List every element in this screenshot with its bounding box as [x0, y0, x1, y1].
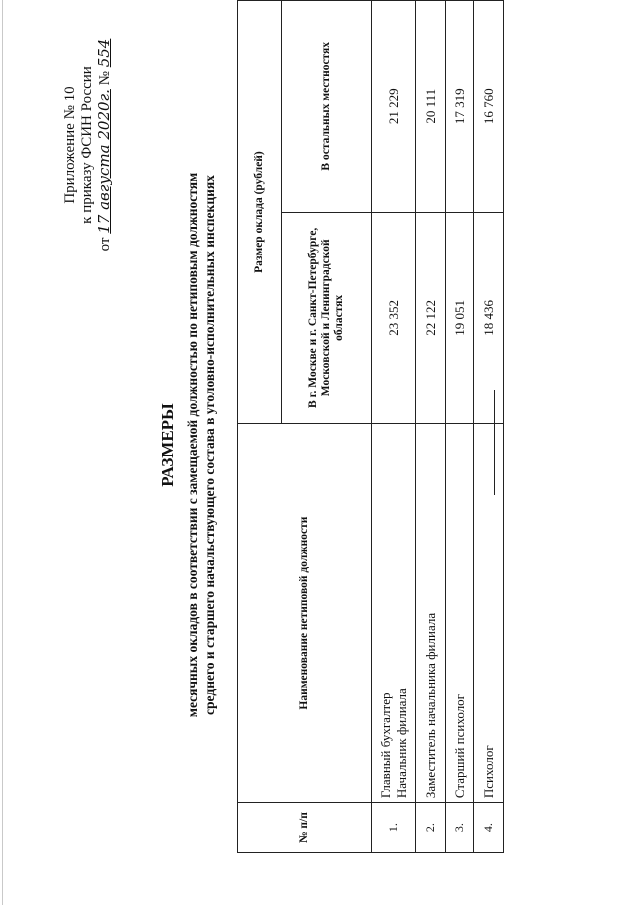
header-moscow: В г. Москве и г. Санкт-Петербурге, Московской и Ленинградской областях: [282, 212, 372, 424]
position-name: Психолог: [474, 424, 504, 803]
row-number: 3.: [446, 803, 474, 853]
appendix-date-line: [96, 35, 114, 255]
salary-moscow: 18 436: [474, 212, 504, 424]
table-row: [474, 1, 504, 853]
from-label: от: [97, 237, 113, 252]
subtitle-line-1: месячных окладов в соответствии с замещаемой должностью по нетиповым должностям: [185, 172, 200, 718]
header-name: Наименование нетиповой должности: [238, 424, 372, 803]
salary-other: 16 760: [474, 1, 504, 213]
table-row: [446, 1, 474, 853]
salary-other: 17 319: [446, 1, 474, 213]
document-subtitle: [184, 135, 218, 755]
row-number: 4.: [474, 803, 504, 853]
header-other: В остальных местностях: [282, 1, 372, 213]
position-name: [372, 424, 416, 803]
salary-other: 21 229: [372, 1, 416, 213]
table-header-row: [238, 1, 282, 853]
salary-other: 20 111: [416, 1, 446, 213]
table-row: [372, 1, 416, 853]
end-of-document-line: [494, 390, 495, 495]
number-label: №: [97, 71, 113, 86]
subtitle-line-2: среднего и старшего начальствующего состава в уголовно-исполнительных инспекциях: [202, 175, 217, 715]
salary-moscow: 22 122: [416, 212, 446, 424]
handwritten-number: 554: [95, 38, 113, 68]
salary-moscow: 19 051: [446, 212, 474, 424]
appendix-number: Приложение № 10: [62, 86, 78, 204]
table-row: [416, 1, 446, 853]
position-name: Старший психолог: [446, 424, 474, 803]
document-title: РАЗМЕРЫ: [158, 403, 177, 487]
header-salary-group: Размер оклада (рублей): [238, 1, 282, 424]
position-name-line-1: Главный бухгалтер: [377, 692, 393, 799]
salary-table: [237, 0, 504, 853]
appendix-header: [62, 35, 114, 255]
row-number: 2.: [416, 803, 446, 853]
row-number: 1.: [372, 803, 416, 853]
header-num: № п/п: [238, 803, 372, 853]
handwritten-date: 17 августа 2020г.: [95, 89, 113, 234]
appendix-order-ref: к приказу ФСИН России: [79, 66, 95, 224]
position-name: Заместитель начальника филиала: [416, 424, 446, 803]
position-name-line-2: Начальник филиала: [393, 688, 409, 799]
salary-moscow: 23 352: [372, 212, 416, 424]
